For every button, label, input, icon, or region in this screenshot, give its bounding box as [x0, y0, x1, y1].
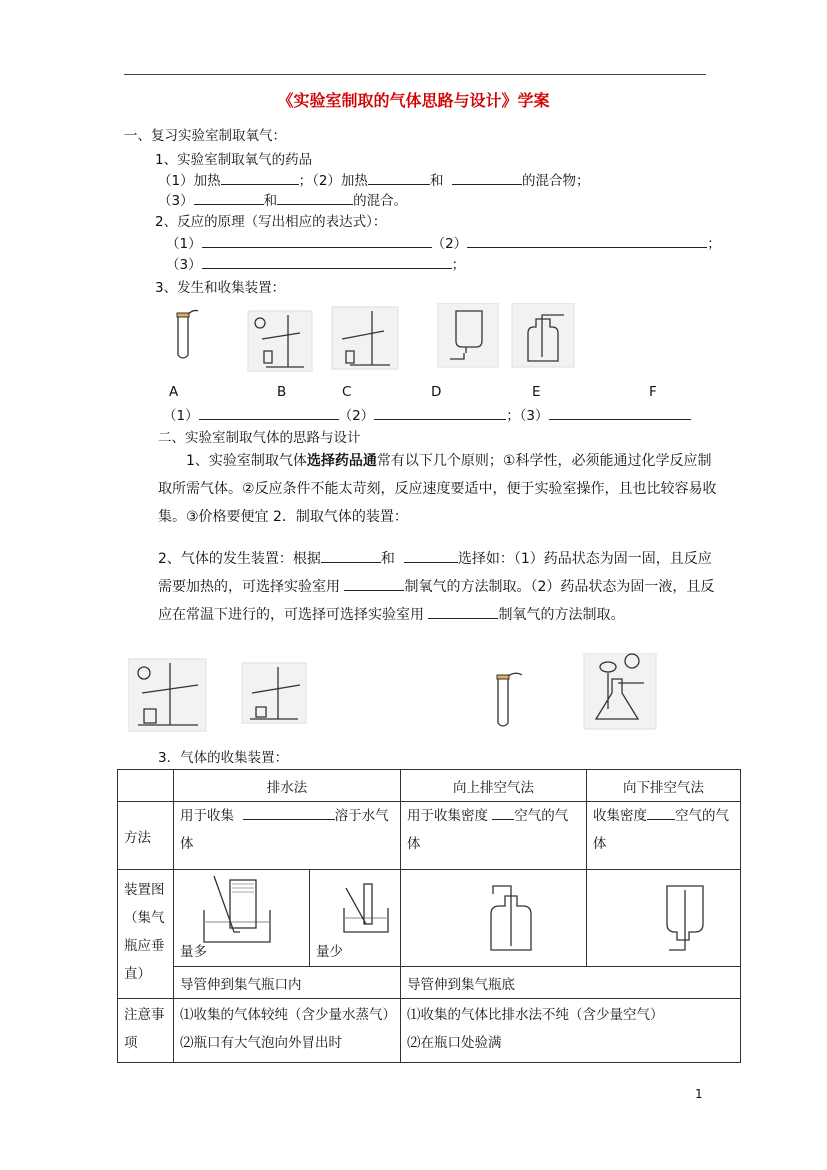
label-e: E	[532, 384, 541, 400]
method-water	[174, 802, 401, 870]
blank[interactable]	[199, 406, 339, 420]
text: 的混合。	[353, 193, 408, 209]
apparatus-illustrations-1	[170, 303, 410, 375]
generation-apparatus-illustrations-2	[490, 653, 660, 733]
text: ；（3）	[506, 408, 549, 424]
paragraph-2	[158, 545, 718, 629]
table-row	[118, 967, 741, 999]
blank[interactable]	[428, 605, 498, 619]
label-c: C	[342, 384, 352, 400]
text: （2）	[431, 236, 468, 252]
blank[interactable]	[452, 171, 522, 185]
text: 用于收集密度	[407, 808, 488, 824]
text: ；	[451, 257, 466, 273]
method-upward	[401, 802, 587, 870]
blank[interactable]	[368, 171, 430, 185]
inverted-collection-bottle-icon	[657, 880, 737, 960]
blank[interactable]	[221, 171, 299, 185]
water-trough-small-icon	[338, 880, 408, 940]
inverted-collection-bottle-icon	[438, 303, 498, 367]
pipe-note-water: 导管伸到集气瓶口内	[174, 967, 401, 999]
note-line: ⑵在瓶口处验满	[407, 1035, 502, 1051]
section-2-heading: 二、实验室制取气体的思路与设计	[158, 430, 361, 446]
text: 和	[263, 193, 278, 209]
apparatus-downward	[587, 870, 741, 967]
upright-collection-bottle-icon	[483, 880, 563, 960]
blank[interactable]	[647, 806, 675, 820]
text: 和	[380, 551, 395, 567]
text: （2）	[338, 408, 375, 424]
question-2: 2、反应的原理（写出相应的表达式）：	[155, 214, 387, 230]
method-downward	[587, 802, 741, 870]
apparatus-more	[174, 870, 310, 967]
water-trough-icon	[194, 874, 284, 946]
question-1: 1、实验室制取氧气的药品	[155, 152, 313, 168]
table-row	[118, 802, 741, 870]
text: 空气的气体	[407, 808, 569, 852]
text: （3）	[166, 257, 202, 273]
blank[interactable]	[321, 549, 381, 563]
label-d: D	[431, 384, 442, 400]
table-row	[118, 999, 741, 1063]
blank[interactable]	[549, 406, 691, 420]
apparatus-answer-line	[163, 404, 691, 424]
text: 制氧气的方法制取。（2）药品状态为固一液，且反应在常温下进行的，可选择可选择实验室用	[158, 579, 715, 623]
text: 的混合物；	[522, 173, 590, 189]
bold-text: 选择药品通	[306, 453, 377, 469]
apparatus-upward	[401, 870, 587, 967]
table-row	[118, 870, 741, 967]
question-3: 3、发生和收集装置：	[155, 280, 286, 296]
reagents-line-2	[158, 189, 407, 209]
apparatus-less	[310, 870, 401, 967]
text: （1）加热	[158, 173, 221, 189]
blank[interactable]	[492, 806, 514, 820]
blank[interactable]	[404, 549, 458, 563]
test-tube-icon	[497, 673, 522, 726]
equation-line-2	[166, 253, 465, 273]
apparatus-illustrations-2	[436, 303, 576, 375]
conical-flask-icon	[584, 653, 656, 729]
table-header-row	[118, 770, 741, 802]
page-title: 《实验室制取的气体思路与设计》学案	[277, 91, 550, 110]
generation-apparatus-illustrations	[128, 657, 308, 733]
text: 收集密度	[593, 808, 647, 824]
note-line: ⑴收集的气体比排水法不纯（含少量空气）	[407, 1007, 664, 1023]
text: 1、实验室制取气体	[186, 453, 307, 469]
paragraph-1	[158, 447, 718, 531]
text: 选择如：（1）药品状态为固一固，且反应需要加热的，可选择实验室用	[158, 551, 712, 595]
text: 2、气体的发生装置：根据	[158, 551, 321, 567]
blank[interactable]	[277, 191, 353, 205]
blank[interactable]	[344, 577, 404, 591]
header-water-displacement: 排水法	[174, 770, 401, 802]
header-upward-air: 向上排空气法	[401, 770, 587, 802]
top-rule	[124, 74, 706, 75]
heating-apparatus-icon	[242, 663, 306, 723]
text: 常有以下几个原则；①科学性，必须能通过化学反应制取所需气体。②反应条件不能太苛刻，反应速度要适中，便于实验室操作，且也比较容易收集。③价格要便宜 2．制取气体的装置：	[158, 453, 717, 525]
pipe-note-air: 导管伸到集气瓶底	[401, 967, 741, 999]
text: （1）	[163, 408, 199, 424]
label-f: F	[649, 384, 657, 400]
header-empty	[118, 770, 174, 802]
text: 制氧气的方法制取。	[498, 607, 625, 623]
blank[interactable]	[202, 255, 452, 269]
heating-apparatus-icon	[248, 311, 312, 371]
quantity-more: 量多	[180, 944, 207, 960]
text: 空气的气体	[593, 808, 729, 852]
page-number: 1	[695, 1087, 703, 1101]
equation-line-1	[166, 232, 721, 252]
reagents-line-1	[158, 169, 590, 189]
test-tube-icon	[177, 310, 198, 358]
heating-apparatus-icon	[128, 659, 206, 731]
notes-water: ⑴收集的气体较纯（含少量水蒸气）⑵瓶口有大气泡向外冒出时	[174, 999, 401, 1063]
text: （1）	[166, 236, 202, 252]
text: ；（2）加热	[298, 173, 368, 189]
heating-apparatus-icon	[332, 307, 398, 369]
upright-collection-bottle-icon	[512, 303, 574, 367]
section-1-heading: 一、复习实验室制取氧气：	[124, 128, 286, 144]
row-label-method: 方法	[118, 802, 174, 870]
quantity-less: 量少	[316, 944, 343, 960]
row-label-notes: 注意事项	[118, 999, 174, 1063]
header-downward-air: 向下排空气法	[587, 770, 741, 802]
blank[interactable]	[202, 234, 432, 248]
blank[interactable]	[194, 191, 264, 205]
label-a: A	[169, 384, 179, 400]
row-label-apparatus: 装置图（集气瓶应垂直）	[118, 870, 174, 999]
notes-air	[401, 999, 741, 1063]
blank[interactable]	[374, 406, 506, 420]
text: 和	[429, 173, 444, 189]
blank[interactable]	[243, 806, 335, 820]
collection-methods-table	[117, 769, 741, 1063]
text: 溶于水气体	[180, 808, 389, 852]
label-b: B	[277, 384, 287, 400]
blank[interactable]	[467, 234, 707, 248]
text: ；	[707, 236, 721, 252]
text: 用于收集	[180, 808, 234, 824]
text: （3）	[158, 193, 194, 209]
paragraph-3: 3．气体的收集装置：	[158, 750, 289, 766]
